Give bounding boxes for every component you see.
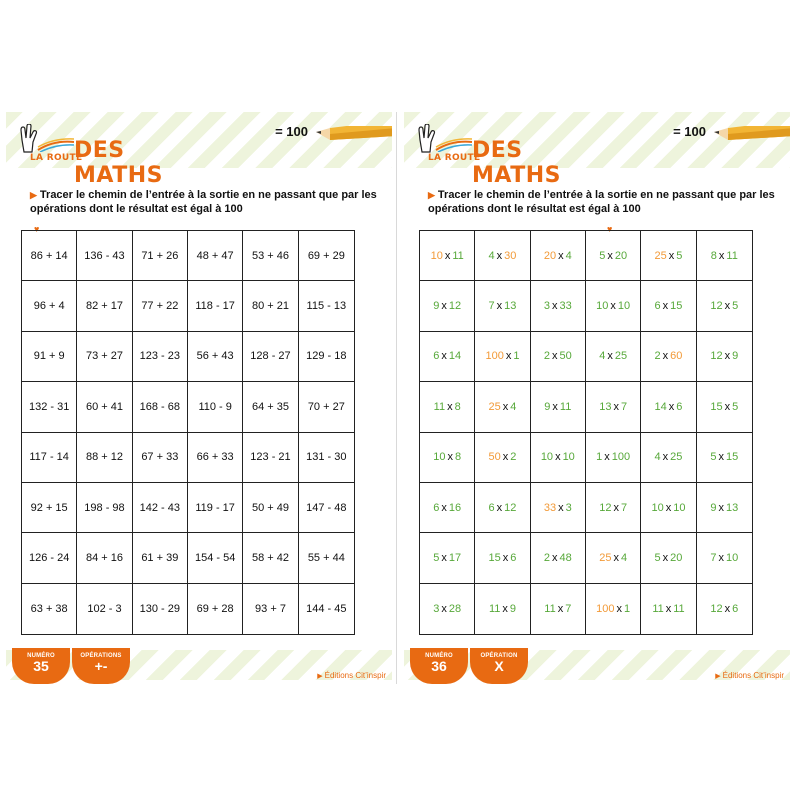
factor-b: 1 (513, 350, 520, 363)
factor-a: 11 (544, 602, 556, 615)
right-page (404, 112, 790, 684)
publisher-credit (317, 671, 386, 680)
factor-a: 3 (543, 300, 550, 313)
operator: x (607, 249, 613, 262)
operator: x (552, 300, 558, 313)
factor-b: 7 (620, 400, 628, 413)
factor-a: 12 (710, 602, 723, 615)
factor-b: 33 (559, 300, 572, 313)
operator: x (718, 249, 725, 262)
factor-b: 11 (726, 249, 738, 262)
factor-a: 2 (543, 551, 550, 564)
maze-cell[interactable]: 50 + 49 (243, 483, 298, 533)
operator: x (552, 551, 558, 564)
factor-b: 4 (510, 400, 517, 413)
tab-number (12, 648, 70, 684)
factor-b: 17 (448, 551, 462, 564)
maze-cell[interactable] (697, 584, 752, 634)
maze-cell[interactable] (586, 483, 641, 533)
maze-cell[interactable] (697, 533, 752, 583)
logo-small-text: LA ROUTE (30, 153, 83, 163)
factor-a: 20 (543, 249, 557, 262)
factor-a: 9 (544, 400, 551, 413)
maze-cell[interactable]: 56 + 43 (188, 332, 243, 382)
operator: x (613, 501, 619, 514)
maze-cell[interactable]: 70 + 27 (299, 382, 354, 432)
tab-operations (72, 648, 130, 684)
maze-cell[interactable]: 131 - 30 (299, 433, 354, 483)
operator: x (613, 400, 619, 413)
maze-cell[interactable]: 48 + 47 (188, 231, 243, 281)
maze-cell[interactable]: 55 + 44 (299, 533, 354, 583)
factor-b: 10 (673, 501, 686, 514)
maze-cell[interactable]: 92 + 15 (22, 483, 77, 533)
factor-a: 33 (543, 501, 557, 514)
factor-b: 100 (611, 451, 631, 464)
rainbow-swoosh-icon (434, 138, 474, 152)
maze-cell[interactable]: 53 + 46 (243, 231, 298, 281)
maze-cell[interactable]: 168 - 68 (133, 382, 188, 432)
maze-cell[interactable] (531, 533, 586, 583)
maze-cell[interactable]: 132 - 31 (22, 382, 77, 432)
maze-cell[interactable] (697, 483, 752, 533)
arrow-right-icon: ▶ (30, 190, 37, 200)
operator: x (552, 400, 558, 413)
publisher-credit (715, 671, 784, 680)
maze-grid-multiplications (419, 230, 753, 635)
maze-cell[interactable]: 142 - 43 (133, 483, 188, 533)
maze-cell[interactable]: 123 - 21 (243, 433, 298, 483)
maze-cell[interactable] (586, 332, 641, 382)
factor-a: 13 (599, 400, 612, 413)
arrow-right-icon: ▶ (317, 673, 323, 680)
tab-operations-label: OPÉRATIONS (80, 653, 122, 659)
operator: x (496, 501, 503, 514)
factor-b: 5 (676, 249, 683, 262)
factor-b: 28 (448, 602, 462, 615)
factor-b: 5 (732, 400, 739, 413)
factor-a: 7 (710, 551, 717, 564)
maze-cell[interactable] (641, 231, 696, 281)
factor-b: 7 (620, 501, 628, 514)
maze-cell[interactable] (586, 584, 641, 634)
maze-cell[interactable]: 82 + 17 (77, 281, 132, 331)
target-value: = 100 (673, 124, 706, 139)
maze-cell[interactable]: 123 - 23 (133, 332, 188, 382)
maze-cell[interactable]: 118 - 17 (188, 281, 243, 331)
operator: x (610, 300, 616, 313)
maze-cell[interactable] (641, 483, 696, 533)
maze-cell[interactable] (641, 533, 696, 583)
operator: x (662, 551, 669, 564)
maze-cell[interactable] (420, 433, 475, 483)
operator: x (441, 501, 447, 514)
maze-cell[interactable]: 128 - 27 (243, 332, 298, 382)
operator: x (558, 501, 564, 514)
operator: x (662, 350, 669, 363)
maze-cell[interactable]: 69 + 28 (188, 584, 243, 634)
maze-cell[interactable] (641, 281, 696, 331)
publisher-label: Éditions Cit’inspir (324, 671, 386, 680)
operator: x (668, 249, 675, 262)
tab-number (410, 648, 468, 684)
maze-cell[interactable] (531, 483, 586, 533)
factor-b: 12 (448, 300, 462, 313)
maze-cell[interactable] (697, 332, 752, 382)
operator: x (613, 551, 619, 564)
factor-a: 10 (540, 451, 554, 464)
factor-b: 12 (504, 501, 517, 514)
maze-cell[interactable] (586, 281, 641, 331)
instruction-label: Tracer le chemin de l’entrée à la sortie en ne passant que par les opérations dont le résultat est égal à 100 (30, 189, 377, 215)
factor-b: 15 (726, 451, 739, 464)
factor-a: 2 (654, 350, 661, 363)
operator: x (724, 400, 731, 413)
entry-heart-icon: ♥ (34, 224, 40, 234)
instruction-text (30, 188, 380, 216)
factor-a: 11 (488, 602, 501, 615)
maze-cell[interactable] (531, 382, 586, 432)
maze-cell[interactable]: 126 - 24 (22, 533, 77, 583)
maze-cell[interactable] (531, 332, 586, 382)
factor-a: 10 (651, 501, 664, 514)
operator: x (441, 551, 447, 564)
operator: x (724, 350, 731, 363)
factor-a: 15 (488, 551, 501, 564)
factor-a: 4 (599, 350, 606, 363)
maze-cell[interactable] (641, 433, 696, 483)
operator: x (447, 400, 453, 413)
maze-cell[interactable]: 130 - 29 (133, 584, 188, 634)
operator: x (555, 451, 561, 464)
factor-a: 5 (433, 551, 440, 564)
maze-cell[interactable] (586, 382, 641, 432)
maze-cell[interactable]: 110 - 9 (188, 382, 243, 432)
logo-title: DES MATHS (472, 138, 561, 188)
operator: x (724, 300, 731, 313)
maze-cell[interactable] (641, 584, 696, 634)
factor-a: 12 (710, 350, 723, 363)
operator: x (444, 249, 451, 262)
maze-cell[interactable]: 136 - 43 (77, 231, 132, 281)
factor-b: 10 (562, 451, 575, 464)
maze-cell[interactable]: 117 - 14 (22, 433, 77, 483)
factor-b: 9 (509, 602, 517, 615)
operator: x (441, 602, 447, 615)
factor-b: 8 (454, 400, 461, 413)
factor-a: 3 (433, 602, 440, 615)
logo (18, 124, 168, 188)
maze-cell[interactable]: 154 - 54 (188, 533, 243, 583)
maze-cell[interactable] (420, 231, 475, 281)
maze-cell[interactable]: 77 + 22 (133, 281, 188, 331)
factor-b: 20 (670, 551, 683, 564)
factor-a: 6 (433, 501, 440, 514)
factor-b: 25 (614, 350, 628, 363)
maze-cell[interactable]: 102 - 3 (77, 584, 132, 634)
logo-title: DES MATHS (74, 138, 163, 188)
maze-cell[interactable] (586, 533, 641, 583)
factor-a: 12 (599, 501, 612, 514)
factor-b: 50 (559, 350, 572, 363)
maze-cell[interactable]: 63 + 38 (22, 584, 77, 634)
maze-cell[interactable]: 93 + 7 (243, 584, 298, 634)
maze-cell[interactable]: 60 + 41 (77, 382, 132, 432)
factor-a: 4 (654, 451, 661, 464)
factor-b: 4 (565, 249, 572, 262)
factor-a: 9 (433, 300, 440, 313)
tab-number-label: NUMÉRO (27, 653, 55, 659)
maze-cell[interactable]: 61 + 39 (133, 533, 188, 583)
factor-a: 12 (710, 300, 723, 313)
maze-cell[interactable] (475, 332, 530, 382)
maze-cell[interactable] (475, 433, 530, 483)
factor-b: 2 (510, 451, 517, 464)
factor-a: 6 (433, 350, 440, 363)
factor-b: 11 (559, 400, 572, 413)
operator: x (502, 400, 509, 413)
factor-b: 11 (673, 602, 685, 615)
maze-cell[interactable] (420, 382, 475, 432)
factor-b: 14 (448, 350, 462, 363)
maze-cell[interactable]: 144 - 45 (306, 602, 347, 615)
maze-cell[interactable] (475, 584, 530, 634)
factor-a: 5 (599, 249, 606, 262)
factor-a: 50 (488, 451, 501, 464)
factor-a: 10 (433, 451, 446, 464)
maze-cell[interactable]: 58 + 42 (243, 533, 298, 583)
maze-cell[interactable]: 119 - 17 (188, 483, 243, 533)
operator: x (668, 400, 675, 413)
operator: x (662, 451, 669, 464)
operator: x (718, 551, 724, 564)
maze-cell[interactable]: 91 + 9 (22, 332, 77, 382)
maze-cell[interactable]: 80 + 21 (243, 281, 298, 331)
operator: x (502, 451, 509, 464)
tab-number-label: NUMÉRO (425, 653, 453, 659)
maze-cell[interactable] (531, 433, 586, 483)
factor-b: 10 (726, 551, 739, 564)
operator: x (496, 249, 503, 262)
operator: x (557, 602, 564, 615)
factor-b: 15 (670, 300, 683, 313)
maze-cell[interactable] (697, 281, 752, 331)
maze-cell[interactable] (641, 382, 696, 432)
factor-a: 6 (654, 300, 661, 313)
tab-operations-value: +- (94, 658, 108, 674)
maze-cell[interactable]: 147 - 48 (299, 483, 354, 533)
factor-a: 6 (488, 501, 495, 514)
maze-cell[interactable] (475, 382, 530, 432)
factor-a: 25 (488, 400, 501, 413)
factor-b: 30 (504, 249, 517, 262)
factor-b: 48 (559, 551, 572, 564)
left-page (6, 112, 392, 684)
arrow-right-icon: ▶ (715, 673, 721, 680)
maze-cell[interactable] (697, 433, 752, 483)
operator: x (447, 451, 453, 464)
logo (416, 124, 566, 188)
factor-b: 6 (732, 602, 739, 615)
maze-cell[interactable]: 129 - 18 (299, 332, 354, 382)
factor-a: 5 (710, 451, 717, 464)
factor-a: 15 (710, 400, 723, 413)
factor-a: 2 (543, 350, 550, 363)
maze-cell[interactable] (531, 231, 586, 281)
operator: x (662, 300, 669, 313)
factor-a: 14 (654, 400, 667, 413)
maze-cell[interactable] (475, 231, 530, 281)
maze-cell[interactable] (475, 483, 530, 533)
factor-b: 13 (726, 501, 739, 514)
entry-heart-icon: ♥ (607, 224, 613, 234)
maze-cell[interactable]: 96 + 4 (22, 281, 77, 331)
factor-b: 4 (620, 551, 628, 564)
factor-a: 25 (599, 551, 612, 564)
maze-cell[interactable]: 69 + 29 (299, 231, 354, 281)
factor-a: 9 (710, 501, 717, 514)
factor-b: 20 (614, 249, 628, 262)
operator: x (616, 602, 623, 615)
operator: x (441, 300, 447, 313)
factor-a: 100 (596, 602, 615, 615)
operator: x (496, 300, 503, 313)
maze-cell[interactable] (697, 382, 752, 432)
operator: x (604, 451, 610, 464)
operator: x (607, 350, 613, 363)
arrow-right-icon: ▶ (428, 190, 435, 200)
maze-cell[interactable] (586, 231, 641, 281)
factor-b: 9 (732, 350, 739, 363)
maze-cell[interactable] (586, 433, 641, 483)
factor-a: 10 (430, 249, 443, 262)
factor-a: 5 (654, 551, 661, 564)
maze-cell[interactable] (420, 533, 475, 583)
maze-cell[interactable] (697, 231, 752, 281)
factor-a: 25 (654, 249, 667, 262)
instruction-label: Tracer le chemin de l’entrée à la sortie en ne passant que par les opérations dont le résultat est égal à 100 (428, 189, 775, 215)
maze-cell[interactable] (420, 483, 475, 533)
operator: x (558, 249, 564, 262)
maze-grid-additions (21, 230, 355, 635)
publisher-label: Éditions Cit’inspir (722, 671, 784, 680)
factor-b: 60 (670, 350, 683, 363)
factor-b: 7 (565, 602, 572, 615)
operator: x (441, 350, 447, 363)
operator: x (718, 501, 724, 514)
operator: x (502, 551, 509, 564)
tab-operation (470, 648, 528, 684)
logo-small-text: LA ROUTE (428, 153, 481, 163)
factor-a: 1 (596, 451, 603, 464)
factor-b: 10 (617, 300, 631, 313)
factor-b: 8 (454, 451, 462, 464)
maze-cell[interactable] (641, 332, 696, 382)
operator: x (665, 602, 672, 615)
operator: x (552, 350, 558, 363)
rainbow-swoosh-icon (36, 138, 76, 152)
factor-a: 10 (596, 300, 609, 313)
pencil-icon (714, 126, 790, 152)
factor-b: 6 (676, 400, 683, 413)
factor-b: 1 (624, 602, 631, 615)
tab-number-value: 36 (431, 658, 447, 674)
maze-cell[interactable] (475, 533, 530, 583)
maze-cell[interactable] (420, 584, 475, 634)
operator: x (665, 501, 672, 514)
pencil-icon (316, 126, 392, 152)
maze-cell[interactable]: 88 + 12 (77, 433, 132, 483)
operator: x (505, 350, 512, 363)
maze-cell[interactable] (420, 281, 475, 331)
factor-a: 7 (488, 300, 495, 313)
factor-b: 13 (504, 300, 517, 313)
factor-a: 11 (433, 400, 446, 413)
maze-cell[interactable] (475, 281, 530, 331)
tab-operation-label: OPÉRATION (480, 653, 518, 659)
factor-b: 25 (670, 451, 683, 464)
operator: x (724, 602, 731, 615)
factor-a: 11 (652, 602, 664, 615)
instruction-text (428, 188, 778, 216)
factor-b: 3 (565, 501, 572, 514)
maze-cell[interactable]: 67 + 33 (133, 433, 188, 483)
tab-number-value: 35 (33, 658, 49, 674)
maze-cell[interactable]: 64 + 35 (243, 382, 298, 432)
book-gutter (396, 112, 397, 684)
maze-cell[interactable] (531, 281, 586, 331)
factor-a: 100 (485, 350, 504, 363)
factor-b: 6 (510, 551, 517, 564)
maze-cell[interactable]: 198 - 98 (77, 483, 132, 533)
maze-cell[interactable]: 84 + 16 (77, 533, 132, 583)
operator: x (718, 451, 724, 464)
maze-cell[interactable]: 73 + 27 (77, 332, 132, 382)
maze-cell[interactable]: 115 - 13 (299, 281, 354, 331)
factor-b: 11 (452, 249, 464, 262)
factor-a: 8 (710, 249, 717, 262)
factor-b: 5 (732, 300, 739, 313)
maze-cell[interactable]: 86 + 14 (22, 231, 77, 281)
maze-cell[interactable]: 71 + 26 (133, 231, 188, 281)
maze-cell[interactable] (420, 332, 475, 382)
factor-a: 4 (488, 249, 495, 262)
maze-cell[interactable] (531, 584, 586, 634)
target-value: = 100 (275, 124, 308, 139)
tab-operation-value: X (494, 658, 504, 674)
operator: x (502, 602, 508, 615)
maze-cell[interactable]: 66 + 33 (188, 433, 243, 483)
factor-b: 16 (448, 501, 462, 514)
